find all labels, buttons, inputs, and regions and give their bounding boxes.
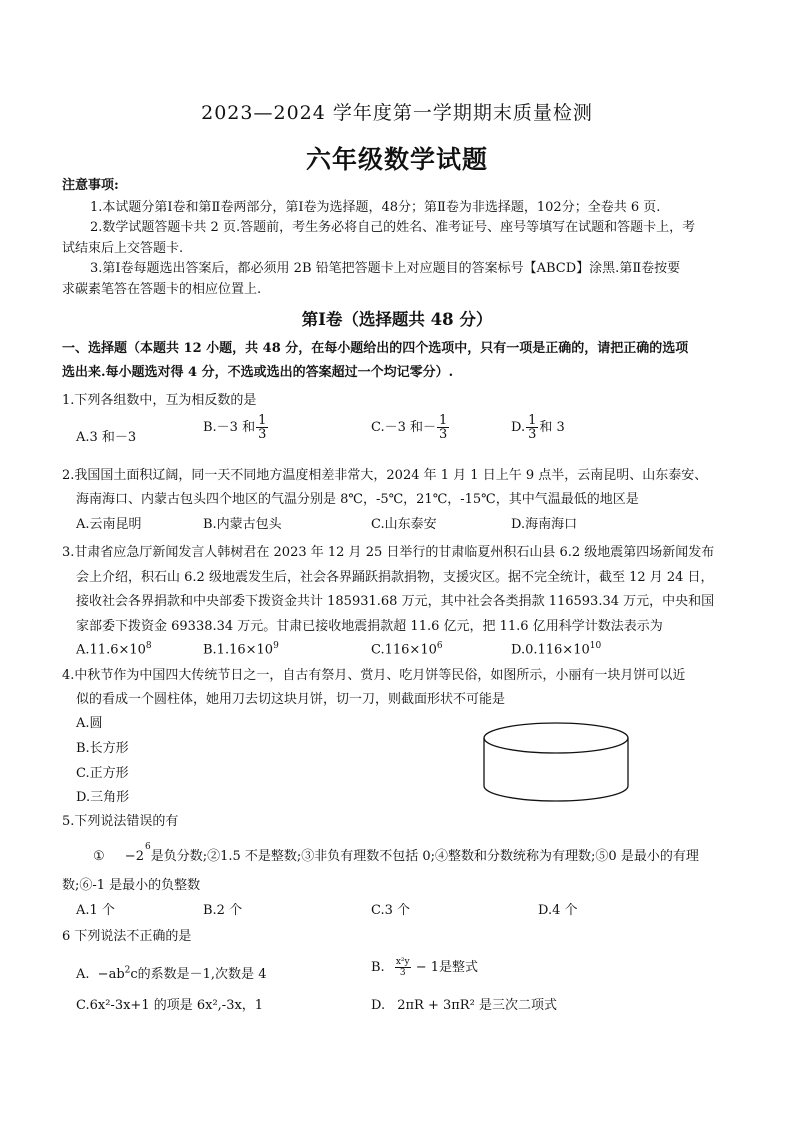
q2-option-d: D.海南海口 xyxy=(511,517,578,532)
q6-a-exp: 2 xyxy=(124,965,131,976)
q6-a-label: A. xyxy=(76,967,90,982)
q1-b-text: B.－3 和 xyxy=(203,420,256,435)
q2-option-a: A.云南昆明 xyxy=(76,517,142,532)
q3-d-base: D.0.116×10 xyxy=(511,642,590,658)
q6-a-expression xyxy=(98,967,138,982)
q1-b-num: 1 xyxy=(258,413,267,428)
q6-b-num: x²y xyxy=(395,957,410,967)
q5-line-1 xyxy=(93,841,699,864)
q6-b-fraction xyxy=(395,957,411,978)
q4-option-b: B.长方形 xyxy=(76,741,129,756)
q5-option-d: D.4 个 xyxy=(538,903,578,918)
note-1: 1.本试题分第Ⅰ卷和第Ⅱ卷两部分，第Ⅰ卷为选择题，48分；第Ⅱ卷为非选择题，102分；全卷共 6 页. xyxy=(90,200,661,215)
q1-d-den: 3 xyxy=(528,427,537,442)
q3-line-2: 会上介绍，积石山 6.2 级地震发生后，社会各界踊跃捐款捐物，支援灾区。据不完全统计，截至 12 月 24 日， xyxy=(76,570,714,585)
q5-option-a: A.1 个 xyxy=(76,903,115,918)
q6-a-c: c xyxy=(130,967,138,982)
cylinder-top-ellipse xyxy=(484,723,628,753)
q4-option-c: C.正方形 xyxy=(76,766,129,781)
q5-circle-1: ① xyxy=(93,849,105,864)
note-2a: 2.数学试题答题卡共 2 页.答题前，考生务必将自己的姓名、准考证号、座号等填写在试题和答题卡上，考 xyxy=(90,220,696,235)
q4-option-d: D.三角形 xyxy=(76,790,130,805)
q5-expr-base: −2 xyxy=(124,849,144,864)
q5-expression xyxy=(124,841,151,864)
q4-option-a: A.圆 xyxy=(76,716,103,731)
q5-option-c: C.3 个 xyxy=(371,903,411,918)
q1-option-d xyxy=(511,414,565,441)
q6-stem: 6 下列说法不正确的是 xyxy=(62,929,192,944)
q1-c-den: 3 xyxy=(439,427,448,442)
q6-option-b xyxy=(371,956,478,978)
note-3a: 3.第Ⅰ卷每题选出答案后，都必须用 2B 铅笔把答题卡上对应题目的答案标号【ABCD】涂黑.第Ⅱ卷按要 xyxy=(90,261,681,276)
q3-option-a xyxy=(76,641,152,657)
q3-b-base: B.1.16×10 xyxy=(203,642,274,658)
cylinder-bottom-arc xyxy=(484,786,628,801)
q1-d-text: 和 3 xyxy=(539,420,565,435)
q3-d-exp: 10 xyxy=(589,641,602,651)
q4-line-1: 4.中秋节作为中国四大传统节日之一，自古有祭月、赏月、吃月饼等民俗，如图所示，小丽有一块月饼可以近 xyxy=(62,668,686,683)
q6-option-d xyxy=(371,994,557,1013)
q1-c-fraction xyxy=(437,414,449,441)
q6-a-expr: −ab xyxy=(97,967,125,982)
q1-option-b xyxy=(203,414,269,441)
note-3b: 求碳素笔答在答题卡的相应位置上. xyxy=(62,282,262,297)
exam-subtitle: 六年级数学试题 xyxy=(305,145,488,174)
q5-statements: 是负分数;②1.5 不是整数;③非负有理数不包括 0;④整数和分数统称为有理数;⑤0 是最小的有理 xyxy=(150,849,699,864)
q6-option-c: C.6x²-3x+1 的项是 6x²,-3x，1 xyxy=(76,998,264,1013)
q3-line-1: 3.甘肃省应急厅新闻发言人韩树君在 2023 年 12 月 25 日举行的甘肃临夏州积石山县 6.2 级地震第四场新闻发布 xyxy=(62,545,715,560)
q1-d-label: D. xyxy=(511,420,526,435)
q1-d-num: 1 xyxy=(528,413,537,428)
q3-a-base: A.11.6×10 xyxy=(76,642,146,658)
q3-option-c xyxy=(371,641,443,657)
q1-c-text: C.－3 和－ xyxy=(371,420,437,435)
q6-d-text: 是三次二项式 xyxy=(474,998,557,1013)
q6-b-den: 3 xyxy=(399,968,406,978)
q6-b-minus: − 1 xyxy=(415,960,440,975)
q2-option-c: C.山东泰安 xyxy=(371,517,437,532)
section-intro-b: 选出来.每小题选对得 4 分，不选或选出的答案超过一个均记零分）. xyxy=(62,365,454,380)
q6-b-label: B. xyxy=(371,960,385,975)
q1-option-a: A.3 和－3 xyxy=(76,430,137,445)
q5-line-2: 数;⑥-1 是最小的负整数 xyxy=(62,878,201,893)
q1-b-den: 3 xyxy=(258,427,267,442)
q6-option-a xyxy=(76,963,266,982)
q3-c-exp: 6 xyxy=(436,641,443,651)
exam-title: 2023—2024 学年度第一学期期末质量检测 xyxy=(201,102,593,124)
q1-b-fraction xyxy=(256,414,268,441)
q2-option-b: B.内蒙古包头 xyxy=(203,517,282,532)
q3-b-exp: 9 xyxy=(273,641,279,651)
q2-line-2: 海南海口、内蒙古包头四个地区的气温分别是 8℃，-5℃，21℃，-15℃，其中气温最低的地区是 xyxy=(76,492,639,507)
q6-d-label: D. xyxy=(371,998,386,1013)
q1-option-c xyxy=(371,414,450,441)
q1-d-fraction xyxy=(526,414,538,441)
q3-c-base: C.116×10 xyxy=(371,642,437,658)
q5-expr-sup: 6 xyxy=(144,841,151,852)
q5-option-b: B.2 个 xyxy=(203,903,243,918)
q3-line-4: 家部委下拨资金 69338.34 万元。甘肃已接收地震捐款超 11.6 亿元，把 11.6 亿用科学计数法表示为 xyxy=(76,619,663,634)
q3-a-exp: 8 xyxy=(145,641,152,651)
q1-c-num: 1 xyxy=(439,413,448,428)
mooncake-cylinder-figure xyxy=(480,720,632,810)
q6-a-text: 的系数是－1,次数是 4 xyxy=(137,967,267,982)
q3-option-d xyxy=(511,641,601,657)
q1-stem: 1.下列各组数中，互为相反数的是 xyxy=(62,393,257,408)
q3-option-b xyxy=(203,641,279,657)
note-2b: 试结束后上交答题卡. xyxy=(62,241,184,256)
q6-b-text: 是整式 xyxy=(439,960,479,975)
notes-heading: 注意事项: xyxy=(62,178,119,193)
q4-line-2: 似的看成一个圆柱体，她用刀去切这块月饼，切一刀，则截面形状不可能是 xyxy=(76,692,506,707)
q3-line-3: 接收社会各界捐款和中央部委下拨资金共计 185931.68 万元，其中社会各类捐款 116593.34 万元，中央和国 xyxy=(76,594,715,609)
q2-line-1: 2.我国国土面积辽阔，同一天不同地方温度相差非常大，2024 年 1 月 1 日上午 9 点半，云南昆明、山东泰安、 xyxy=(62,468,708,483)
section-title: 第Ⅰ卷（选择题共 48 分） xyxy=(301,310,493,329)
section-intro-a: 一、选择题（本题共 12 小题，共 48 分，在每小题给出的四个选项中，只有一项是正确的，请把正确的选项 xyxy=(62,341,689,356)
q5-stem: 5.下列说法错误的有 xyxy=(62,814,179,829)
q6-d-expression: 2πR + 3πR² xyxy=(397,998,475,1013)
